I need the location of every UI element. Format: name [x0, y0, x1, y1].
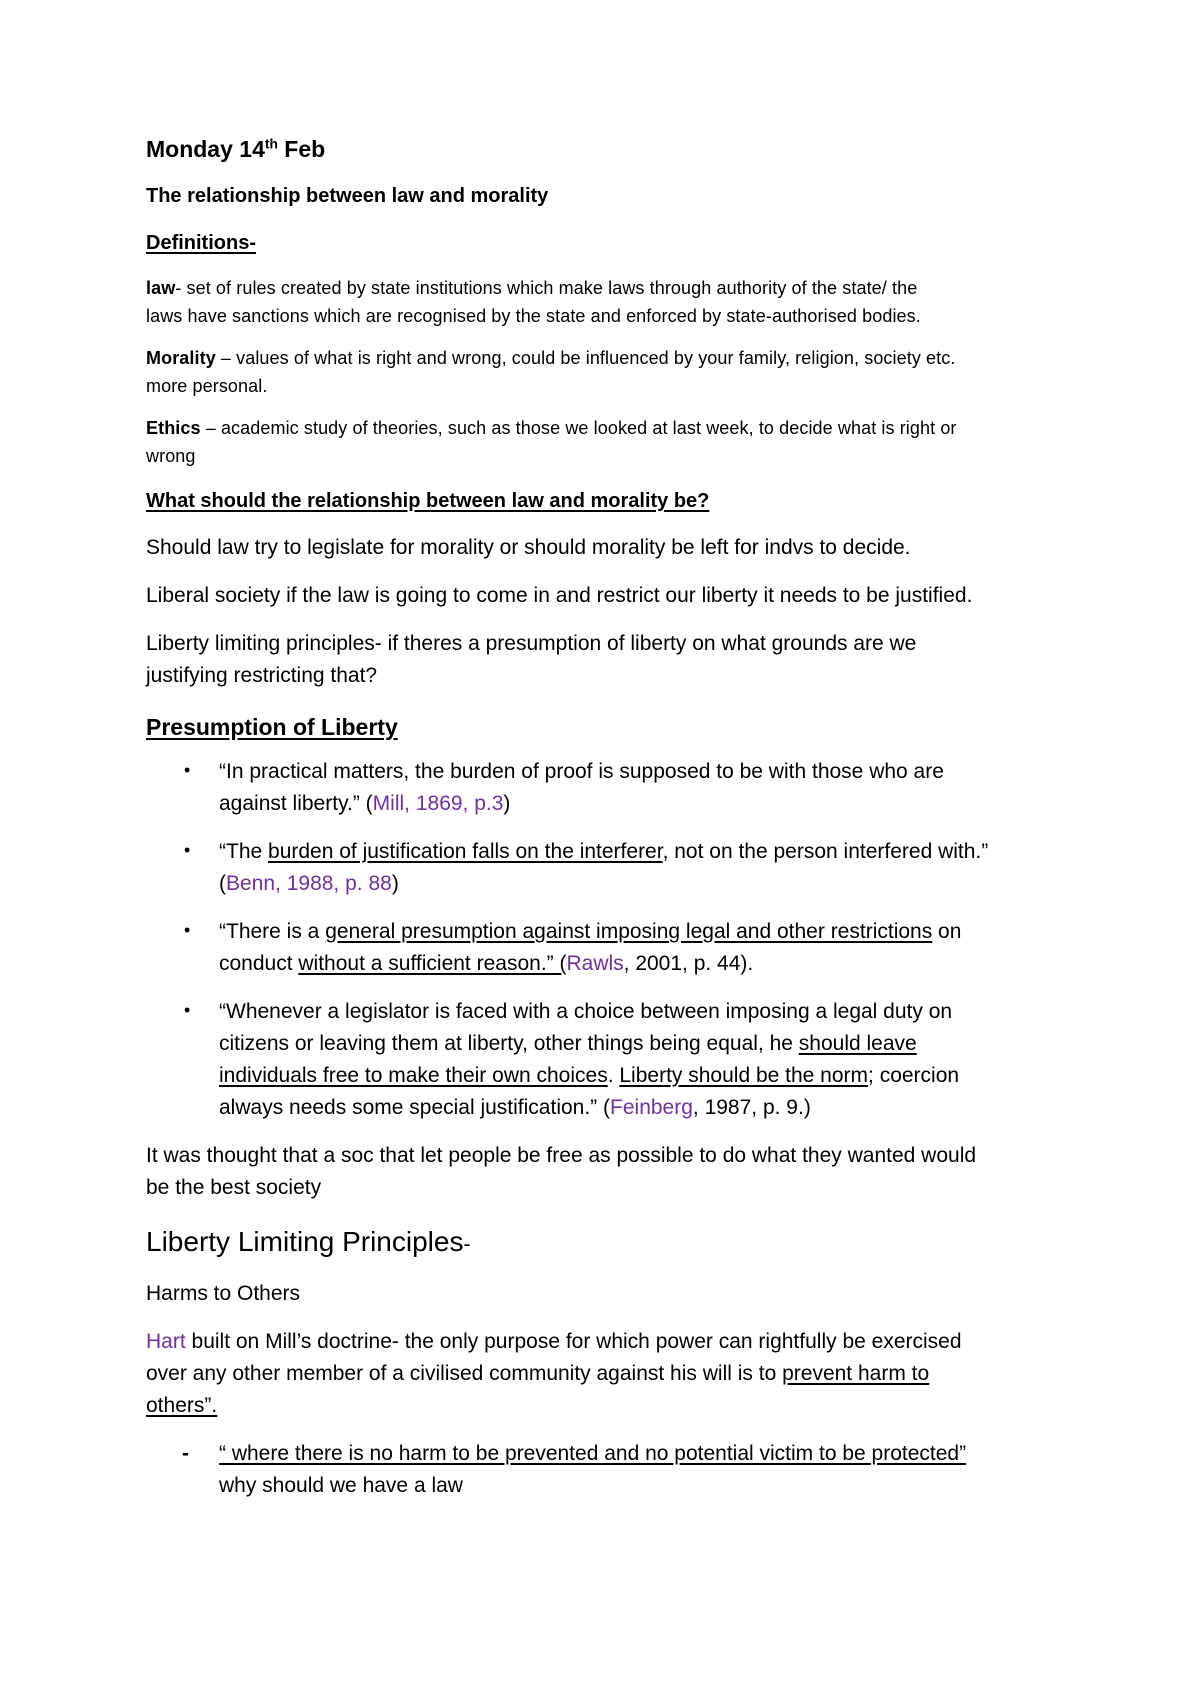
quote-mill-cont: against liberty.” (Mill, 1869, p.3) [219, 792, 511, 815]
llp-heading: Liberty Limiting Principles- [146, 1226, 471, 1257]
quote-benn: “The burden of justification falls on the interferer, not on the person interfered with.” [219, 840, 989, 863]
bullet-icon: • [184, 920, 191, 940]
paragraph-free-society-cont: be the best society [146, 1176, 322, 1199]
quote-benn-cont: (Benn, 1988, p. 88) [219, 872, 399, 895]
citation-benn: Benn, 1988, p. 88 [226, 872, 392, 895]
definition-law: law- set of rules created by state institutions which make laws through authority of the state/ the [146, 278, 918, 298]
paragraph-hart-line3: others”. [146, 1394, 218, 1417]
quote-rawls-cont: conduct without a sufficient reason.” (Rawls, 2001, p. 44). [219, 952, 754, 975]
paragraph-liberal-society: Liberal society if the law is going to come in and restrict our liberty it needs to be justified. [146, 584, 973, 607]
paragraph-liberty-limiting-cont: justifying restricting that? [146, 664, 378, 687]
citation-mill: Mill, 1869, p.3 [372, 792, 504, 815]
date-heading: Monday 14th Feb [146, 136, 326, 162]
quote-feinberg: “Whenever a legislator is faced with a choice between imposing a legal duty on [219, 1000, 953, 1023]
page-title: The relationship between law and morality [146, 185, 549, 207]
definition-ethics: Ethics – academic study of theories, such as those we looked at last week, to decide what is right or [146, 418, 957, 438]
definition-law-cont: laws have sanctions which are recognised by the state and enforced by state-authorised bodies. [146, 306, 921, 326]
dash-bullet-icon: - [182, 1442, 189, 1465]
bullet-icon: • [184, 760, 191, 780]
citation-feinberg: Feinberg [610, 1096, 693, 1119]
paragraph-hart-line2: over any other member of a civilised community against his will is to prevent harm to [146, 1362, 930, 1385]
bullet-icon: • [184, 1000, 191, 1020]
citation-rawls: Rawls [566, 952, 624, 975]
bullet-icon: • [184, 840, 191, 860]
paragraph-hart: Hart built on Mill’s doctrine- the only purpose for which power can rightfully be exercised [146, 1330, 962, 1353]
quote-feinberg-line2: citizens or leaving them at liberty, other things being equal, he should leave [219, 1032, 917, 1055]
quote-rawls: “There is a general presumption against imposing legal and other restrictions on [219, 920, 962, 943]
paragraph-free-society: It was thought that a soc that let people be free as possible to do what they wanted would [146, 1144, 977, 1167]
dash-item: “ where there is no harm to be prevented and no potential victim to be protected” [219, 1442, 967, 1465]
definitions-heading: Definitions- [146, 232, 256, 254]
definition-morality: Morality – values of what is right and wrong, could be influenced by your family, religion, society etc. [146, 348, 956, 368]
definition-morality-cont: more personal. [146, 376, 268, 396]
quote-mill: “In practical matters, the burden of proof is supposed to be with those who are [219, 760, 944, 783]
presumption-heading: Presumption of Liberty [146, 714, 398, 740]
definition-ethics-cont: wrong [146, 446, 196, 466]
dash-item-cont: why should we have a law [219, 1474, 463, 1497]
harms-heading: Harms to Others [146, 1282, 301, 1305]
paragraph-liberty-limiting: Liberty limiting principles- if theres a presumption of liberty on what grounds are we [146, 632, 917, 655]
citation-hart: Hart [146, 1330, 186, 1353]
quote-feinberg-line3: individuals free to make their own choices. Liberty should be the norm; coercion [219, 1064, 960, 1087]
quote-feinberg-line4: always needs some special justification.” (Feinberg, 1987, p. 9.) [219, 1096, 811, 1119]
relationship-heading: What should the relationship between law and morality be? [146, 490, 710, 512]
paragraph-legislate: Should law try to legislate for morality or should morality be left for indvs to decide. [146, 536, 911, 559]
